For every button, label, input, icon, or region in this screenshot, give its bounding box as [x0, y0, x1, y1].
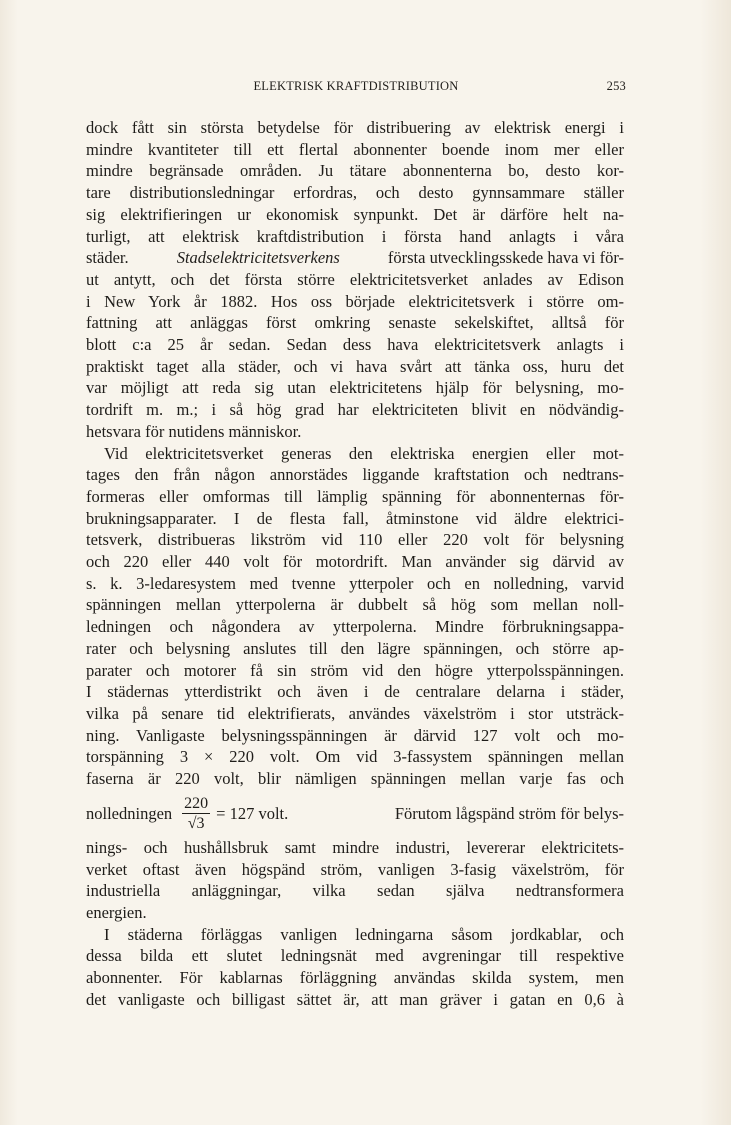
text-line: turligt, att elektrisk kraftdistribution i första hand anlagts i våra: [86, 226, 624, 246]
formula-rest: [216, 803, 624, 825]
text-line: tages den från någon annorstädes liggande kraftstation och nedtrans-: [86, 465, 624, 485]
text-line: Vid elektricitetsverket generas den elektriska energien eller mot-: [104, 443, 624, 463]
text-line: i New York år 1882. Hos oss började elektricitetsverk i större om-: [86, 291, 624, 311]
text-line: praktiskt taget alla städer, och vi hava svårt att tänka oss, huru det: [86, 356, 624, 376]
running-header: [86, 79, 626, 97]
text-line: dessa bilda ett slutet ledningsnät med avgreningar till respektive: [86, 946, 624, 966]
formula-prefix: nolledningen: [86, 803, 173, 823]
text-line: energien.: [86, 902, 147, 922]
text-fragment: första utvecklingsskede hava vi för-: [387, 248, 624, 268]
text-line: blott c:a 25 år sedan. Sedan dess hava elektricitetsverk anlagts i: [86, 335, 624, 355]
text-line: abonnenter. För kablarnas förläggning användas skilda system, men: [86, 968, 624, 988]
chapter-title: ELEKTRISK KRAFTDISTRIBUTION: [253, 79, 459, 93]
text-line: spänningen mellan ytterpolerna är dubbelt så hög som mellan noll-: [86, 595, 624, 615]
paragraph-1: [86, 117, 624, 443]
formula-line: [86, 792, 624, 836]
italic-term: Stadselektricitetsverkens: [176, 248, 340, 268]
text-line: ning. Vanligaste belysningsspänningen är därvid 127 volt och mo-: [86, 725, 624, 745]
text-line: vilka på senare tid elektrifierats, användes växelström i stor utsträck-: [86, 703, 624, 723]
body-text: [86, 117, 624, 1010]
text-line: tare distributionsledningar erfordras, och desto gynnsammare ställer: [86, 183, 624, 203]
text-line: det vanligaste och billigast sättet är, att man gräver i gatan en 0,6 à: [86, 989, 624, 1009]
text-line: industriella anläggningar, vilka sedan själva nedtransformera: [86, 881, 624, 901]
text-line: I städerna förläggas vanligen ledningarna såsom jordkablar, och: [104, 924, 624, 944]
page-number: 253: [606, 79, 626, 93]
formula-result: = 127 volt.: [216, 803, 289, 823]
text-line: och 220 eller 440 volt för motordrift. Man använder sig därvid av: [86, 552, 624, 572]
text-line: mindre kvantiteter till ett flertal abonnenter boende inom mer eller: [86, 139, 624, 159]
text-fragment: städer.: [86, 248, 129, 268]
text-line: parater och motorer få sin ström vid den högre ytterpolsspänningen.: [86, 660, 624, 680]
text-line: tordrift m. m.; i så hög grad har elektriciteten blivit en nödvändig-: [86, 400, 624, 420]
fraction-numerator: 220: [184, 794, 209, 812]
text-line: sig elektrifieringen ur ekonomisk synpunkt. Det är därföre helt na-: [86, 204, 624, 224]
text-fragment: Förutom lågspänd ström för belys-: [394, 803, 624, 823]
text-line: brukningsapparater. I de flesta fall, åtminstone vid äldre elektrici-: [86, 508, 624, 528]
fraction-denominator: √3: [187, 814, 205, 832]
text-line: torspänning 3 × 220 volt. Om vid 3-fassystem spänningen mellan: [86, 747, 624, 767]
paragraph-2: [86, 443, 624, 924]
text-line: nings- och hushållsbruk samt mindre industri, levererar elektricitets-: [86, 837, 624, 857]
text-line: mindre begränsade områden. Ju tätare abonnenterna bo, desto kor-: [86, 161, 624, 181]
text-line: ledningen och någondera av ytterpolerna. Mindre förbrukningsappa-: [86, 617, 624, 637]
text-line: faserna är 220 volt, blir nämligen spänningen mellan varje fas och: [86, 769, 624, 789]
text-line: [86, 247, 624, 269]
text-line: hetsvara för nutidens människor.: [86, 421, 302, 441]
text-line: ut antytt, och det första större elektricitetsverket anlades av Edison: [86, 269, 624, 289]
text-line: rater och belysning anslutes till den lägre spänningen, och större ap-: [86, 638, 624, 658]
paragraph-3: [86, 924, 624, 1011]
fraction: [182, 795, 210, 833]
text-line: var möjligt att reda sig utan elektricitetens hjälp för belysning, mo-: [86, 378, 624, 398]
text-line: s. k. 3-ledaresystem med tvenne ytterpoler och en nolledning, varvid: [86, 573, 624, 593]
text-line: verket oftast även högspänd ström, vanligen 3-fasig växelström, för: [86, 859, 624, 879]
text-line: formeras eller omformas till lämplig spänning för abonnenternas för-: [86, 486, 624, 506]
text-line: I städernas ytterdistrikt och även i de centralare delarna i städer,: [86, 682, 624, 702]
text-line: dock fått sin största betydelse för distribuering av elektrisk energi i: [86, 118, 624, 137]
text-line: fattning att anläggas först omkring senaste sekelskiftet, alltså för: [86, 313, 624, 333]
text-line: tetsverk, distribueras likström vid 110 eller 220 volt för belysning: [86, 530, 624, 550]
